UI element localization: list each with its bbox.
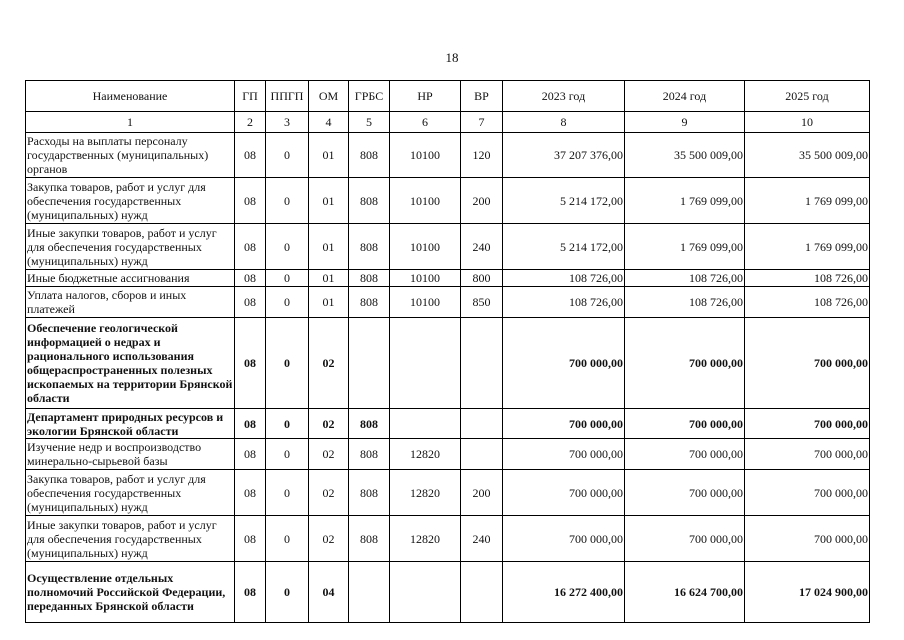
column-number: 6: [390, 112, 461, 133]
table-row: [26, 270, 870, 287]
row-amount-2025: 700 000,00: [745, 409, 870, 439]
row-om: 01: [309, 287, 349, 318]
table-row: [26, 133, 870, 178]
row-name: Иные бюджетные ассигнования: [26, 270, 235, 287]
row-om: 01: [309, 224, 349, 270]
header-nr: НР: [390, 81, 461, 112]
row-amount-2024: 700 000,00: [625, 409, 745, 439]
column-number: 10: [745, 112, 870, 133]
row-grbs: 808: [349, 224, 390, 270]
row-ppgp: 0: [266, 287, 309, 318]
row-amount-2023: 700 000,00: [503, 470, 625, 516]
row-gp: 08: [235, 439, 266, 470]
header-2023: 2023 год: [503, 81, 625, 112]
row-grbs: [349, 562, 390, 623]
column-number: 8: [503, 112, 625, 133]
row-name: Изучение недр и воспроизводство минерально-сырьевой базы: [26, 439, 235, 470]
row-amount-2025: 17 024 900,00: [745, 562, 870, 623]
column-number: 1: [26, 112, 235, 133]
row-vr: 200: [461, 178, 503, 224]
row-vr: 200: [461, 470, 503, 516]
row-ppgp: 0: [266, 562, 309, 623]
row-ppgp: 0: [266, 439, 309, 470]
row-gp: 08: [235, 287, 266, 318]
table-row: [26, 287, 870, 318]
row-amount-2023: 700 000,00: [503, 409, 625, 439]
row-amount-2024: 16 624 700,00: [625, 562, 745, 623]
row-nr: 10100: [390, 133, 461, 178]
row-amount-2025: 700 000,00: [745, 516, 870, 562]
row-ppgp: 0: [266, 224, 309, 270]
column-number: 7: [461, 112, 503, 133]
row-vr: 120: [461, 133, 503, 178]
row-nr: [390, 562, 461, 623]
header-2024: 2024 год: [625, 81, 745, 112]
row-ppgp: 0: [266, 409, 309, 439]
header-gp: ГП: [235, 81, 266, 112]
row-om: 02: [309, 318, 349, 409]
row-name: Обеспечение геологической информацией о недрах и рационального использования общераспространенных полезных ископаемых на территории Брянской области: [26, 318, 235, 409]
table-row: [26, 409, 870, 439]
row-vr: 850: [461, 287, 503, 318]
row-nr: [390, 318, 461, 409]
row-vr: 800: [461, 270, 503, 287]
row-ppgp: 0: [266, 178, 309, 224]
row-gp: 08: [235, 470, 266, 516]
row-gp: 08: [235, 409, 266, 439]
row-vr: [461, 562, 503, 623]
column-number: 3: [266, 112, 309, 133]
row-ppgp: 0: [266, 516, 309, 562]
row-gp: 08: [235, 318, 266, 409]
row-om: 04: [309, 562, 349, 623]
row-grbs: 808: [349, 133, 390, 178]
column-number: 5: [349, 112, 390, 133]
row-amount-2025: 1 769 099,00: [745, 178, 870, 224]
header-row: [26, 81, 870, 112]
row-gp: 08: [235, 562, 266, 623]
row-vr: [461, 439, 503, 470]
page-number: 18: [445, 50, 459, 65]
row-name: Департамент природных ресурсов и экологии Брянской области: [26, 409, 235, 439]
row-vr: 240: [461, 224, 503, 270]
row-amount-2025: 1 769 099,00: [745, 224, 870, 270]
row-om: 01: [309, 270, 349, 287]
row-amount-2023: 16 272 400,00: [503, 562, 625, 623]
row-ppgp: 0: [266, 470, 309, 516]
column-number-row: [26, 112, 870, 133]
row-amount-2024: 700 000,00: [625, 439, 745, 470]
table-row: [26, 439, 870, 470]
row-amount-2025: 700 000,00: [745, 439, 870, 470]
row-amount-2024: 1 769 099,00: [625, 224, 745, 270]
row-gp: 08: [235, 178, 266, 224]
row-grbs: 808: [349, 409, 390, 439]
row-name: Иные закупки товаров, работ и услуг для обеспечения государственных (муниципальных) нужд: [26, 224, 235, 270]
header-2025: 2025 год: [745, 81, 870, 112]
row-om: 02: [309, 439, 349, 470]
row-amount-2023: 108 726,00: [503, 270, 625, 287]
row-name: Закупка товаров, работ и услуг для обеспечения государственных (муниципальных) нужд: [26, 178, 235, 224]
row-vr: [461, 318, 503, 409]
row-amount-2024: 108 726,00: [625, 287, 745, 318]
row-name: Иные закупки товаров, работ и услуг для обеспечения государственных (муниципальных) нужд: [26, 516, 235, 562]
row-gp: 08: [235, 516, 266, 562]
row-amount-2023: 5 214 172,00: [503, 178, 625, 224]
row-gp: 08: [235, 133, 266, 178]
row-amount-2025: 700 000,00: [745, 470, 870, 516]
table-row: [26, 562, 870, 623]
row-amount-2023: 108 726,00: [503, 287, 625, 318]
row-nr: 12820: [390, 439, 461, 470]
row-om: 02: [309, 409, 349, 439]
budget-table: [25, 80, 870, 623]
header-om: ОМ: [309, 81, 349, 112]
header-ppgp: ППГП: [266, 81, 309, 112]
row-vr: [461, 409, 503, 439]
row-om: 01: [309, 133, 349, 178]
table-row: [26, 516, 870, 562]
row-nr: 10100: [390, 287, 461, 318]
column-number: 4: [309, 112, 349, 133]
row-nr: 10100: [390, 270, 461, 287]
header-vr: ВР: [461, 81, 503, 112]
header-grbs: ГРБС: [349, 81, 390, 112]
row-amount-2023: 700 000,00: [503, 318, 625, 409]
row-vr: 240: [461, 516, 503, 562]
row-nr: 12820: [390, 470, 461, 516]
row-name: Уплата налогов, сборов и иных платежей: [26, 287, 235, 318]
column-number: 9: [625, 112, 745, 133]
table-row: [26, 178, 870, 224]
row-ppgp: 0: [266, 270, 309, 287]
row-om: 02: [309, 516, 349, 562]
row-nr: [390, 409, 461, 439]
row-grbs: 808: [349, 270, 390, 287]
row-amount-2024: 108 726,00: [625, 270, 745, 287]
row-amount-2023: 700 000,00: [503, 516, 625, 562]
row-nr: 10100: [390, 224, 461, 270]
row-grbs: 808: [349, 516, 390, 562]
row-gp: 08: [235, 270, 266, 287]
row-amount-2023: 5 214 172,00: [503, 224, 625, 270]
row-nr: 12820: [390, 516, 461, 562]
column-number: 2: [235, 112, 266, 133]
row-name: Осуществление отдельных полномочий Российской Федерации, переданных Брянской области: [26, 562, 235, 623]
row-amount-2025: 108 726,00: [745, 287, 870, 318]
row-ppgp: 0: [266, 133, 309, 178]
row-amount-2025: 700 000,00: [745, 318, 870, 409]
row-grbs: 808: [349, 470, 390, 516]
row-nr: 10100: [390, 178, 461, 224]
row-grbs: 808: [349, 287, 390, 318]
row-amount-2023: 37 207 376,00: [503, 133, 625, 178]
row-gp: 08: [235, 224, 266, 270]
row-amount-2025: 35 500 009,00: [745, 133, 870, 178]
row-name: Закупка товаров, работ и услуг для обеспечения государственных (муниципальных) нужд: [26, 470, 235, 516]
row-grbs: 808: [349, 178, 390, 224]
table-row: [26, 224, 870, 270]
table-row: [26, 318, 870, 409]
row-amount-2024: 1 769 099,00: [625, 178, 745, 224]
row-name: Расходы на выплаты персоналу государственных (муниципальных) органов: [26, 133, 235, 178]
row-grbs: 808: [349, 439, 390, 470]
row-ppgp: 0: [266, 318, 309, 409]
row-amount-2024: 35 500 009,00: [625, 133, 745, 178]
row-grbs: [349, 318, 390, 409]
row-amount-2023: 700 000,00: [503, 439, 625, 470]
table-row: [26, 470, 870, 516]
row-amount-2024: 700 000,00: [625, 470, 745, 516]
row-amount-2025: 108 726,00: [745, 270, 870, 287]
row-amount-2024: 700 000,00: [625, 516, 745, 562]
row-amount-2024: 700 000,00: [625, 318, 745, 409]
row-om: 02: [309, 470, 349, 516]
row-om: 01: [309, 178, 349, 224]
header-name: Наименование: [26, 81, 235, 112]
